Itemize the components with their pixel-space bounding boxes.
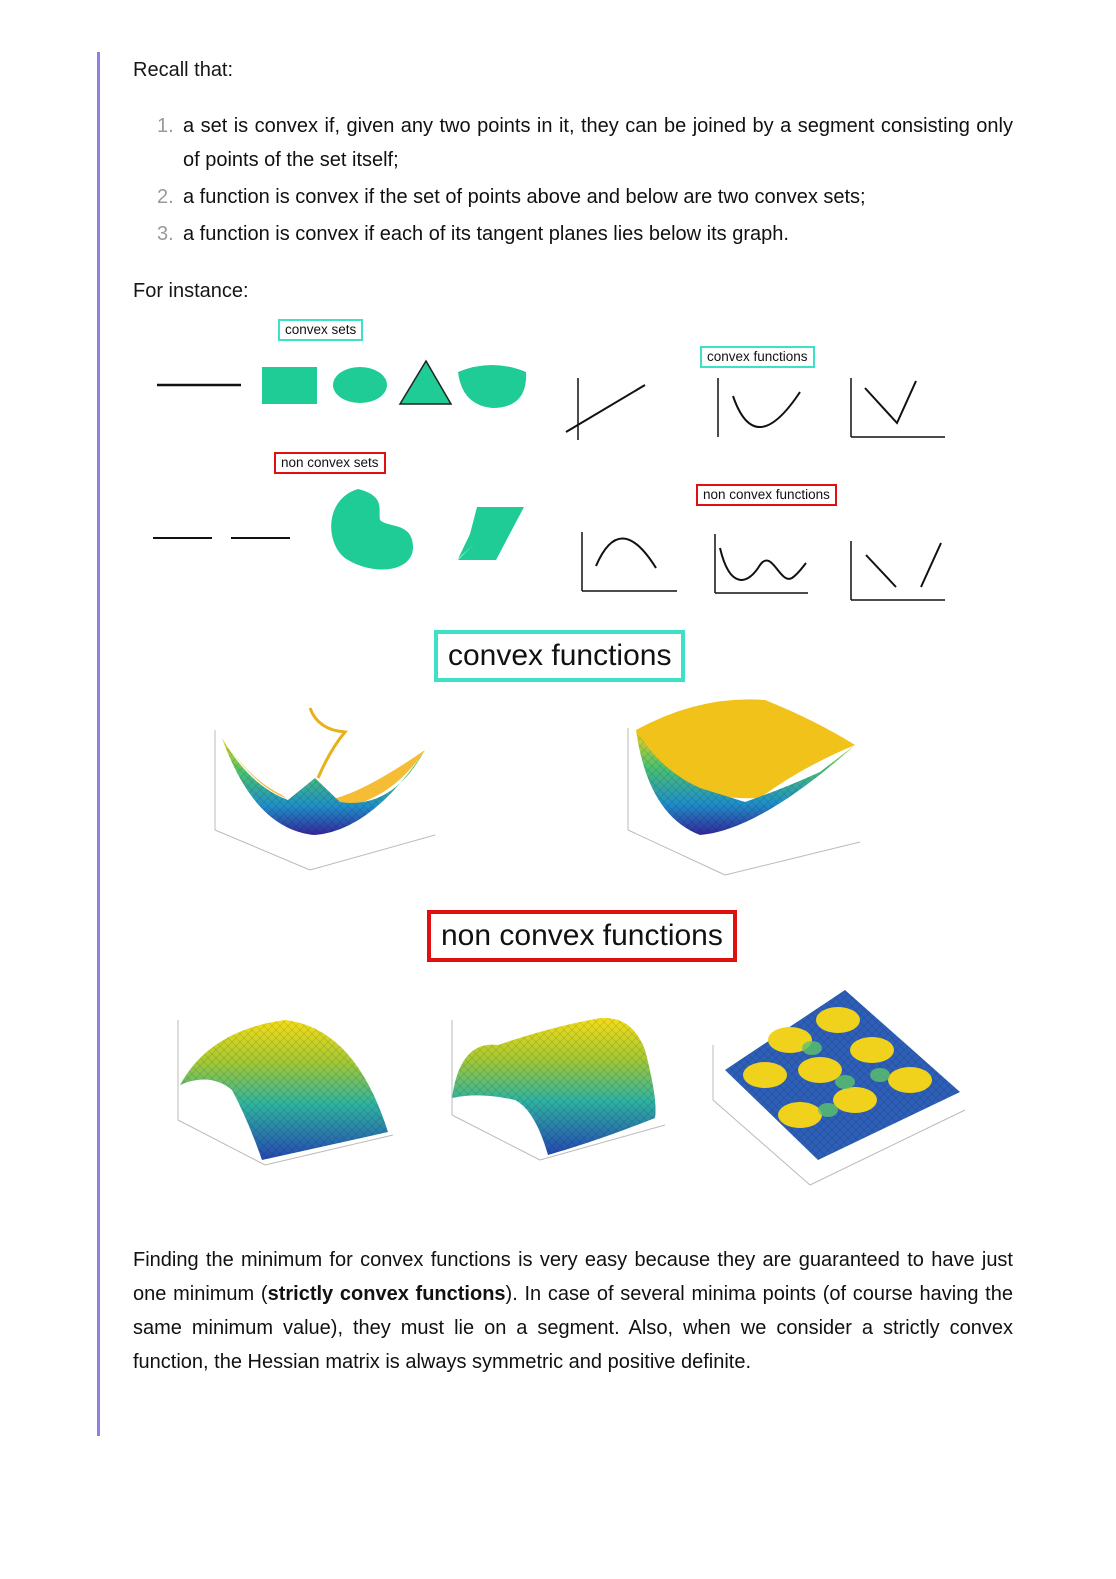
list-number: 1. bbox=[157, 115, 174, 137]
blob-shape bbox=[458, 365, 526, 408]
list-number: 2. bbox=[157, 186, 174, 208]
broken-line-plot bbox=[866, 555, 896, 587]
intro-text: Recall that: bbox=[133, 59, 234, 81]
closing-bold-term: strictly convex functions bbox=[267, 1283, 506, 1305]
non-convex-functions-label: non convex functions bbox=[696, 484, 837, 506]
list-number: 3. bbox=[157, 223, 174, 245]
surface-plots bbox=[0, 690, 1116, 1210]
rectangle-shape bbox=[262, 367, 317, 404]
ellipse-shape bbox=[333, 367, 387, 403]
non-convex-functions-title: non convex functions bbox=[427, 910, 737, 962]
concave-blob-shape bbox=[331, 489, 413, 569]
non-convex-surface-saddle bbox=[452, 1018, 665, 1160]
closing-text-part-1: Finding the minimum for convex functions is very easy because they are guaranteed to have just one minimum ( bbox=[133, 1249, 1013, 1305]
broken-line-plot bbox=[921, 543, 941, 587]
non-convex-surface-dome bbox=[178, 1020, 393, 1165]
convex-surface-2 bbox=[628, 699, 860, 875]
non-convex-surface-wavy bbox=[713, 990, 965, 1185]
convex-sets-label: convex sets bbox=[278, 319, 363, 341]
non-convex-sets-label: non convex sets bbox=[274, 452, 386, 474]
list-text: a set is convex if, given any two points in it, they can be joined by a segment consisting only of points of the set itself; bbox=[183, 115, 1013, 171]
abs-value-plot bbox=[865, 381, 916, 423]
convex-functions-title: convex functions bbox=[434, 630, 685, 682]
triangle-shape bbox=[400, 361, 451, 404]
for-instance-text: For instance: bbox=[133, 280, 249, 302]
closing-paragraph bbox=[133, 1243, 1013, 1379]
closing-text-part-2: ). In case of several minima points (of course having the same minimum value), they must lie on a segment. Also, when we consider a strictly convex function, the Hessian matrix is always symmetric and positive definite. bbox=[133, 1283, 1013, 1373]
parabola-plot bbox=[733, 392, 800, 427]
convexity-diagram bbox=[0, 0, 1116, 620]
wavy-plot bbox=[720, 548, 806, 580]
list-text: a function is convex if the set of points above and below are two convex sets; bbox=[183, 186, 866, 208]
concave-plot bbox=[596, 538, 656, 568]
convex-surface-1 bbox=[215, 708, 435, 870]
list-text: a function is convex if each of its tangent planes lies below its graph. bbox=[183, 223, 789, 245]
convex-functions-label: convex functions bbox=[700, 346, 815, 368]
